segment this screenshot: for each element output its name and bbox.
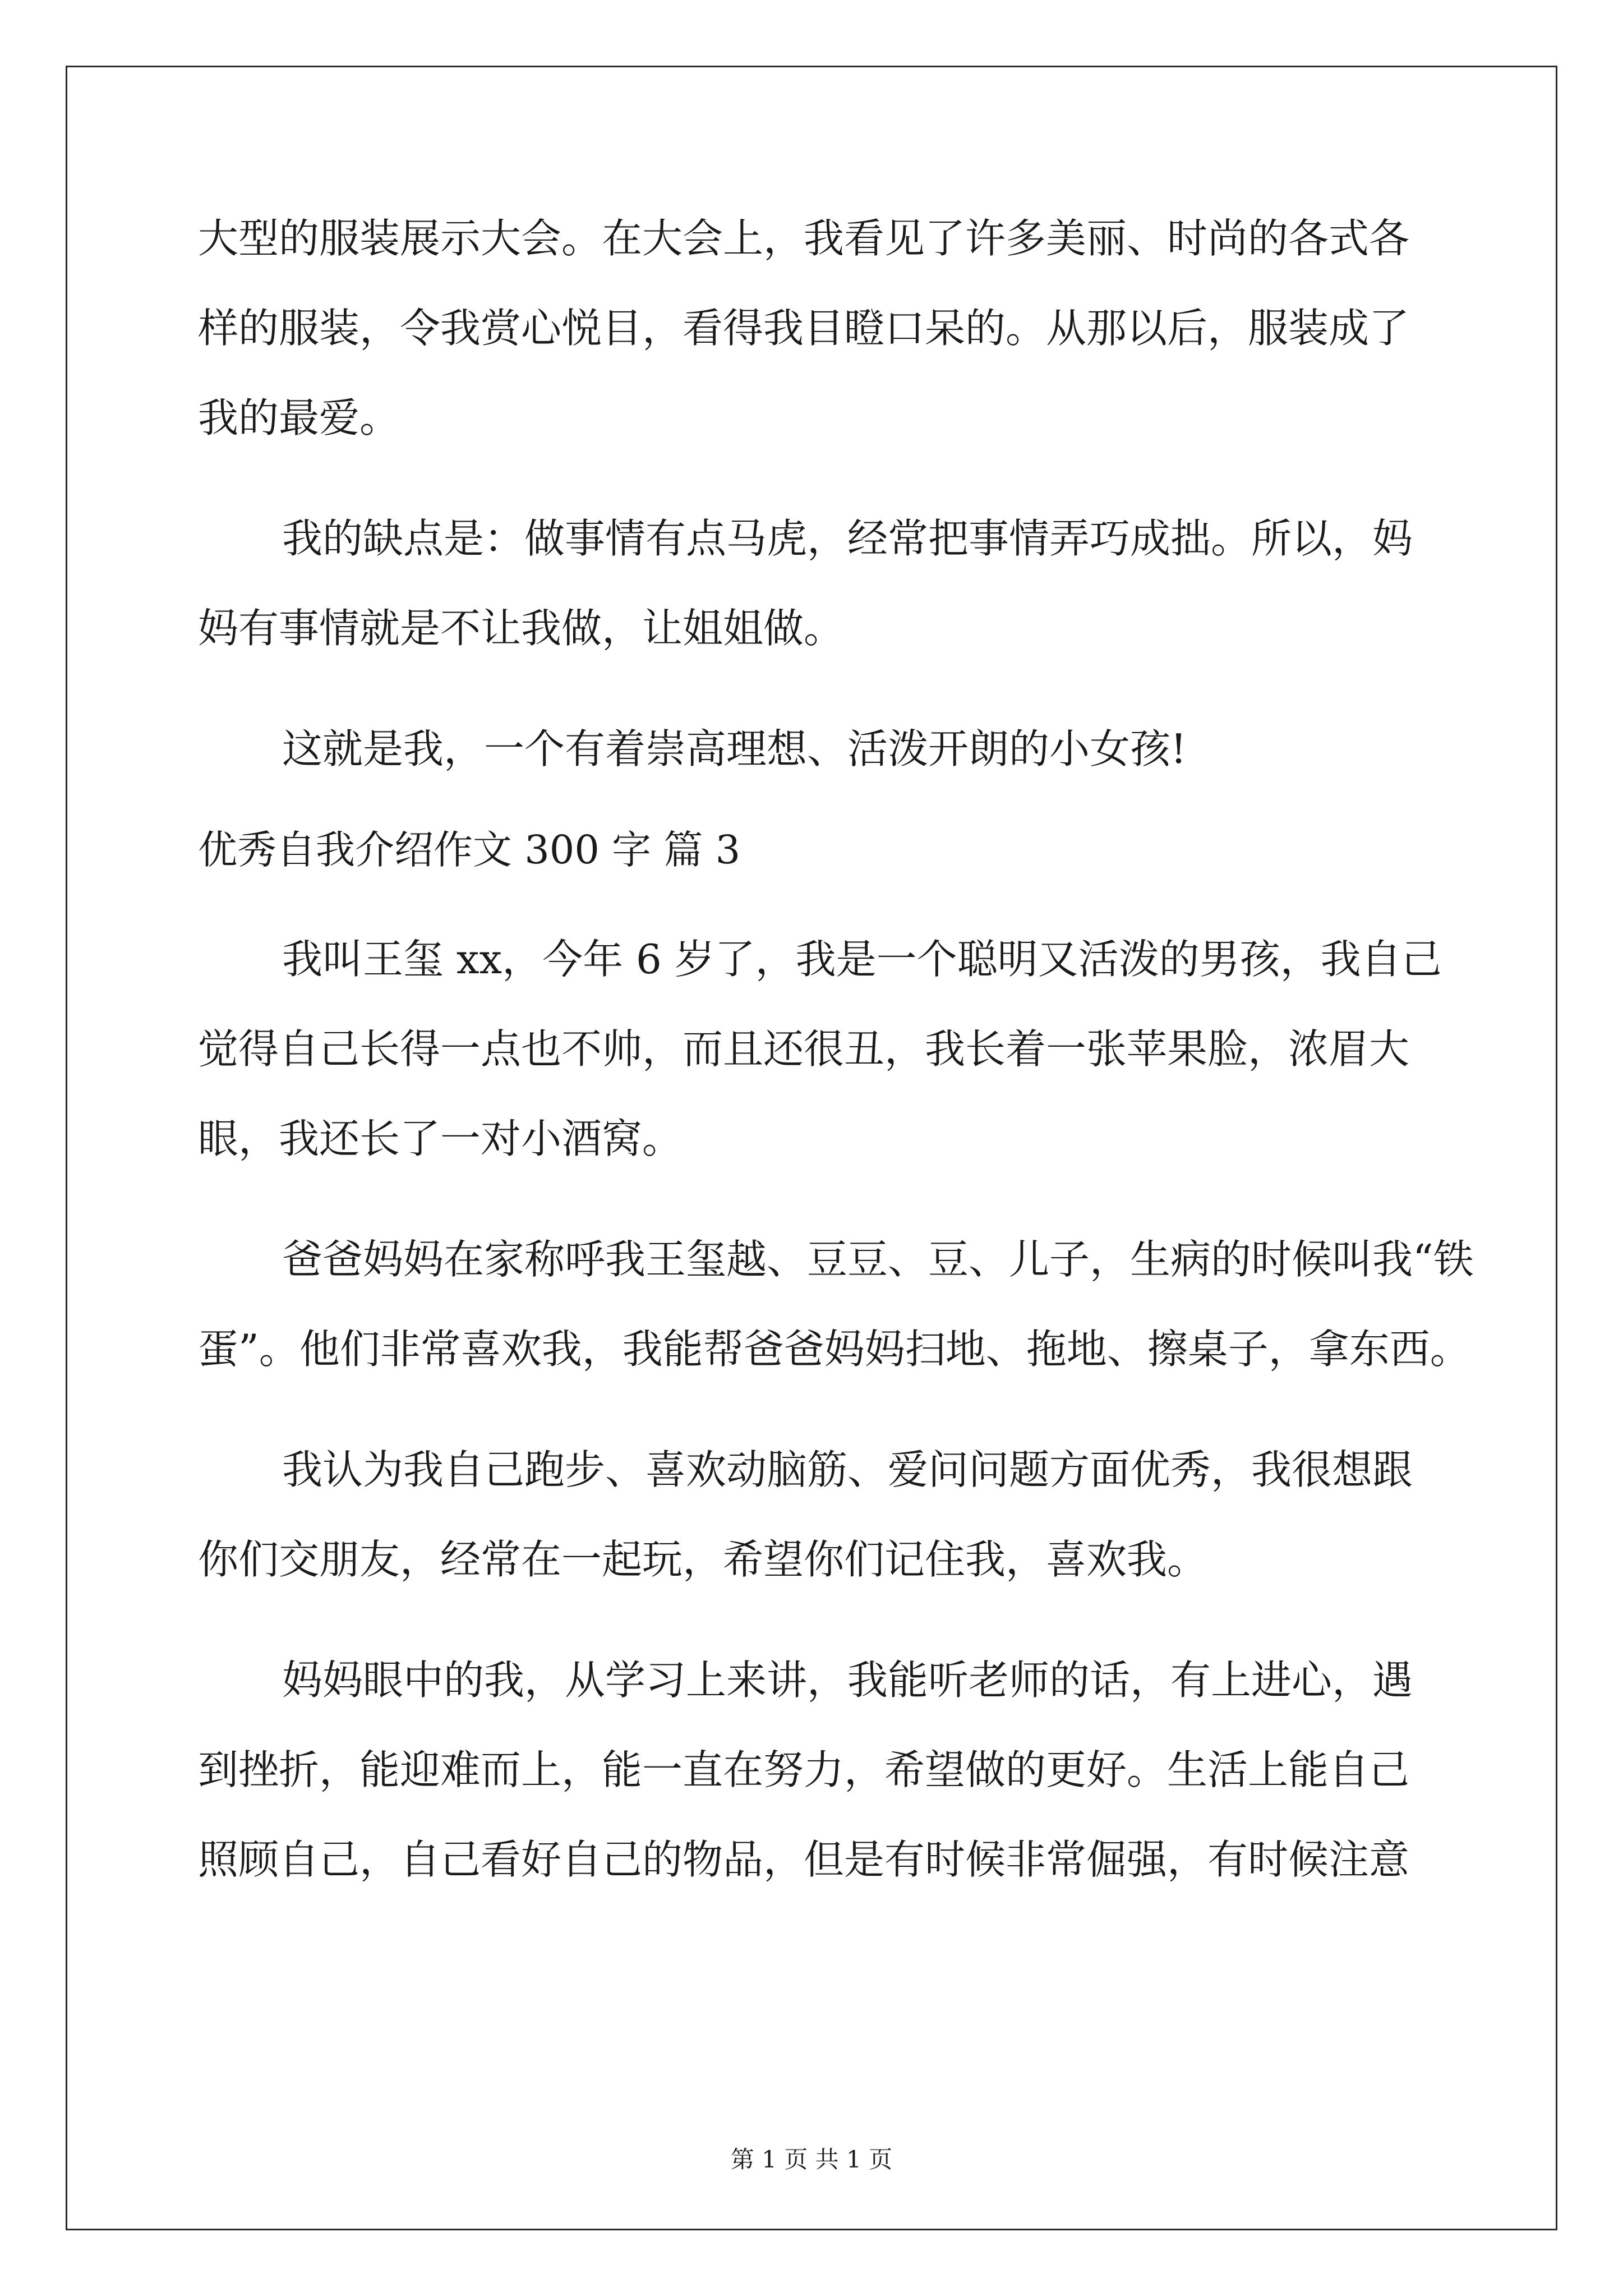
text-line: 眼，我还长了一对小酒窝。	[198, 1115, 683, 1162]
text-line: 照顾自己，自己看好自己的物品，但是有时候非常倔强，有时候注意	[198, 1836, 1410, 1883]
text-line: 觉得自己长得一点也不帅，而且还很丑，我长着一张苹果脸，浓眉大	[198, 1025, 1410, 1073]
text-line: 你们交朋友，经常在一起玩，希望你们记住我，喜欢我。	[198, 1536, 1208, 1583]
section-heading: 优秀自我介绍作文 300 字 篇 3	[198, 827, 741, 873]
text-line: 蛋”。他们非常喜欢我，我能帮爸爸妈妈扫地、拖地、擦桌子，拿东西。	[198, 1326, 1470, 1373]
page-number-footer: 第 1 页 共 1 页	[730, 2146, 893, 2173]
text-line: 到挫折，能迎难而上，能一直在努力，希望做的更好。生活上能自己	[198, 1746, 1410, 1793]
text-line: 妈有事情就是不让我做，让姐姐做。	[198, 605, 845, 652]
paragraph-first-line: 我认为我自己跑步、喜欢动脑筋、爱问问题方面优秀，我很想跟	[282, 1446, 1413, 1493]
paragraph-first-line: 这就是我，一个有着崇高理想、活泼开朗的小女孩!	[282, 725, 1187, 772]
paragraph-first-line: 我的缺点是：做事情有点马虎，经常把事情弄巧成拙。所以，妈	[282, 515, 1413, 562]
paragraph-first-line: 爸爸妈妈在家称呼我王玺越、豆豆、豆、儿子，生病的时候叫我“铁	[282, 1236, 1474, 1283]
paragraph-first-line: 妈妈眼中的我，从学习上来讲，我能听老师的话，有上进心，遇	[282, 1657, 1413, 1704]
text-line: 样的服装，令我赏心悦目，看得我目瞪口呆的。从那以后，服装成了	[198, 305, 1410, 352]
paragraph-first-line: 我叫王玺 xx，今年 6 岁了，我是一个聪明又活泼的男孩，我自己	[282, 936, 1442, 983]
text-line: 我的最爱。	[198, 394, 400, 441]
text-line: 大型的服装展示大会。在大会上，我看见了许多美丽、时尚的各式各	[198, 215, 1410, 262]
